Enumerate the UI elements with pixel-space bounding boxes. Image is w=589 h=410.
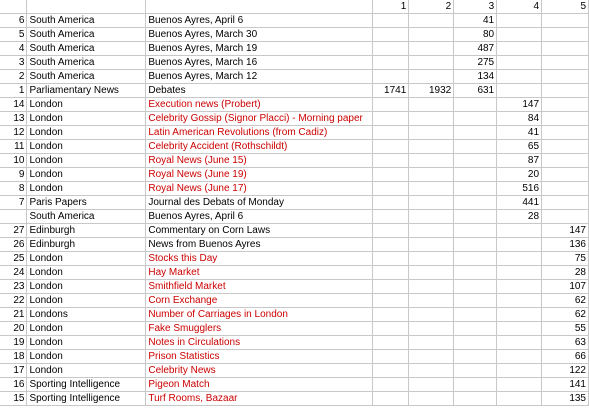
col-4-cell[interactable] — [497, 294, 542, 308]
col-3-cell[interactable] — [454, 392, 497, 406]
col-1-cell[interactable] — [373, 308, 409, 322]
table-row — [0, 210, 589, 224]
header-cell[interactable]: 3 — [454, 0, 497, 14]
id-cell[interactable]: 3 — [0, 56, 27, 70]
header-cell[interactable] — [146, 0, 373, 14]
col-5-cell[interactable] — [542, 210, 589, 224]
col-4-cell[interactable] — [497, 378, 542, 392]
table-row — [0, 280, 589, 294]
col-2-cell[interactable] — [409, 392, 454, 406]
source-cell[interactable]: Edinburgh — [27, 238, 146, 252]
source-cell[interactable]: South America — [27, 70, 146, 84]
col-5-cell[interactable] — [542, 14, 589, 28]
col-5-cell[interactable] — [542, 126, 589, 140]
col-1-cell[interactable] — [373, 266, 409, 280]
col-5-cell[interactable]: 122 — [542, 364, 589, 378]
id-cell[interactable]: 5 — [0, 28, 27, 42]
id-cell[interactable]: 8 — [0, 182, 27, 196]
col-2-cell[interactable] — [409, 224, 454, 238]
col-4-cell[interactable]: 87 — [497, 154, 542, 168]
col-3-cell[interactable] — [454, 112, 497, 126]
col-2-cell[interactable] — [409, 322, 454, 336]
source-cell[interactable]: London — [27, 336, 146, 350]
col-4-cell[interactable] — [497, 224, 542, 238]
id-cell[interactable]: 17 — [0, 364, 27, 378]
topic-cell[interactable]: Pigeon Match — [146, 378, 373, 392]
source-cell[interactable]: London — [27, 126, 146, 140]
table-row — [0, 84, 589, 98]
col-5-cell[interactable] — [542, 28, 589, 42]
id-cell[interactable]: 6 — [0, 14, 27, 28]
col-4-cell[interactable] — [497, 350, 542, 364]
topic-cell[interactable]: Hay Market — [146, 266, 373, 280]
col-4-cell[interactable]: 65 — [497, 140, 542, 154]
col-4-cell[interactable] — [497, 28, 542, 42]
col-5-cell[interactable]: 63 — [542, 336, 589, 350]
col-4-cell[interactable] — [497, 70, 542, 84]
topic-cell[interactable]: Notes in Circulations — [146, 336, 373, 350]
topic-cell[interactable]: Celebrity Accident (Rothschildt) — [146, 140, 373, 154]
table-row — [0, 28, 589, 42]
col-5-cell[interactable] — [542, 42, 589, 56]
col-5-cell[interactable]: 147 — [542, 224, 589, 238]
source-cell[interactable]: Londons — [27, 308, 146, 322]
id-cell[interactable]: 2 — [0, 70, 27, 84]
table-row — [0, 336, 589, 350]
col-1-cell[interactable] — [373, 168, 409, 182]
col-5-cell[interactable]: 75 — [542, 252, 589, 266]
topic-cell[interactable]: Stocks this Day — [146, 252, 373, 266]
col-2-cell[interactable] — [409, 294, 454, 308]
id-cell[interactable]: 25 — [0, 252, 27, 266]
col-3-cell[interactable] — [454, 280, 497, 294]
col-2-cell[interactable] — [409, 140, 454, 154]
col-4-cell[interactable] — [497, 336, 542, 350]
topic-cell[interactable]: Royal News (June 17) — [146, 182, 373, 196]
source-cell[interactable]: South America — [27, 210, 146, 224]
table-row — [0, 392, 589, 406]
topic-cell[interactable]: Fake Smugglers — [146, 322, 373, 336]
source-cell[interactable]: Parliamentary News — [27, 84, 146, 98]
col-5-cell[interactable] — [542, 84, 589, 98]
id-cell[interactable]: 23 — [0, 280, 27, 294]
col-1-cell[interactable] — [373, 252, 409, 266]
col-3-cell[interactable] — [454, 140, 497, 154]
col-3-cell[interactable] — [454, 238, 497, 252]
col-4-cell[interactable]: 441 — [497, 196, 542, 210]
col-2-cell[interactable] — [409, 182, 454, 196]
col-5-cell[interactable]: 66 — [542, 350, 589, 364]
col-4-cell[interactable] — [497, 392, 542, 406]
table-row — [0, 196, 589, 210]
col-1-cell[interactable] — [373, 238, 409, 252]
col-4-cell[interactable]: 147 — [497, 98, 542, 112]
topic-cell[interactable]: Celebrity Gossip (Signor Placci) - Morning paper — [146, 112, 373, 126]
col-3-cell[interactable] — [454, 224, 497, 238]
col-4-cell[interactable]: 41 — [497, 126, 542, 140]
col-3-cell[interactable] — [454, 210, 497, 224]
col-1-cell[interactable] — [373, 28, 409, 42]
col-1-cell[interactable] — [373, 126, 409, 140]
id-cell[interactable]: 1 — [0, 84, 27, 98]
col-3-cell[interactable] — [454, 350, 497, 364]
id-cell[interactable]: 16 — [0, 378, 27, 392]
header-cell[interactable]: 4 — [497, 0, 542, 14]
table-row — [0, 378, 589, 392]
col-3-cell[interactable]: 275 — [454, 56, 497, 70]
col-4-cell[interactable] — [497, 56, 542, 70]
source-cell[interactable]: London — [27, 266, 146, 280]
col-4-cell[interactable]: 516 — [497, 182, 542, 196]
col-2-cell[interactable]: 1932 — [409, 84, 454, 98]
source-cell[interactable]: Paris Papers — [27, 196, 146, 210]
col-1-cell[interactable] — [373, 294, 409, 308]
col-2-cell[interactable] — [409, 56, 454, 70]
id-cell[interactable]: 12 — [0, 126, 27, 140]
header-cell[interactable] — [0, 0, 27, 14]
table-row — [0, 364, 589, 378]
col-1-cell[interactable] — [373, 70, 409, 84]
col-4-cell[interactable] — [497, 280, 542, 294]
topic-cell[interactable]: Buenos Ayres, April 6 — [146, 210, 373, 224]
topic-cell[interactable]: Buenos Ayres, March 19 — [146, 42, 373, 56]
topic-cell[interactable]: Corn Exchange — [146, 294, 373, 308]
table-row — [0, 112, 589, 126]
col-4-cell[interactable] — [497, 14, 542, 28]
topic-cell[interactable]: Number of Carriages in London — [146, 308, 373, 322]
col-5-cell[interactable]: 28 — [542, 266, 589, 280]
col-2-cell[interactable] — [409, 14, 454, 28]
topic-cell[interactable]: Smithfield Market — [146, 280, 373, 294]
col-1-cell[interactable] — [373, 112, 409, 126]
table-row — [0, 266, 589, 280]
col-3-cell[interactable] — [454, 98, 497, 112]
col-2-cell[interactable] — [409, 280, 454, 294]
col-5-cell[interactable]: 141 — [542, 378, 589, 392]
col-3-cell[interactable] — [454, 196, 497, 210]
col-4-cell[interactable] — [497, 364, 542, 378]
col-2-cell[interactable] — [409, 98, 454, 112]
table-row — [0, 140, 589, 154]
col-2-cell[interactable] — [409, 42, 454, 56]
col-2-cell[interactable] — [409, 112, 454, 126]
col-4-cell[interactable] — [497, 238, 542, 252]
col-5-cell[interactable] — [542, 112, 589, 126]
table-row — [0, 252, 589, 266]
source-cell[interactable]: South America — [27, 28, 146, 42]
topic-cell[interactable]: Royal News (June 19) — [146, 168, 373, 182]
col-2-cell[interactable] — [409, 364, 454, 378]
col-3-cell[interactable] — [454, 308, 497, 322]
col-5-cell[interactable] — [542, 98, 589, 112]
col-2-cell[interactable] — [409, 350, 454, 364]
col-3-cell[interactable] — [454, 154, 497, 168]
col-2-cell[interactable] — [409, 252, 454, 266]
source-cell[interactable]: London — [27, 168, 146, 182]
col-3-cell[interactable]: 134 — [454, 70, 497, 84]
topic-cell[interactable]: Debates — [146, 84, 373, 98]
table-row — [0, 308, 589, 322]
source-cell[interactable]: London — [27, 252, 146, 266]
topic-cell[interactable]: Journal des Debats of Monday — [146, 196, 373, 210]
table-row — [0, 154, 589, 168]
table-row — [0, 42, 589, 56]
col-3-cell[interactable] — [454, 294, 497, 308]
id-cell[interactable]: 9 — [0, 168, 27, 182]
col-3-cell[interactable] — [454, 126, 497, 140]
table-row — [0, 238, 589, 252]
topic-cell[interactable]: Execution news (Probert) — [146, 98, 373, 112]
source-cell[interactable]: London — [27, 294, 146, 308]
col-3-cell[interactable]: 631 — [454, 84, 497, 98]
col-5-cell[interactable]: 107 — [542, 280, 589, 294]
col-3-cell[interactable] — [454, 322, 497, 336]
col-1-cell[interactable] — [373, 98, 409, 112]
col-1-cell[interactable] — [373, 322, 409, 336]
id-cell[interactable]: 11 — [0, 140, 27, 154]
col-1-cell[interactable] — [373, 350, 409, 364]
table-row — [0, 350, 589, 364]
col-4-cell[interactable] — [497, 42, 542, 56]
col-5-cell[interactable]: 62 — [542, 294, 589, 308]
col-3-cell[interactable] — [454, 336, 497, 350]
col-3-cell[interactable] — [454, 168, 497, 182]
col-4-cell[interactable] — [497, 308, 542, 322]
topic-cell[interactable]: Royal News (June 15) — [146, 154, 373, 168]
col-5-cell[interactable] — [542, 182, 589, 196]
col-1-cell[interactable] — [373, 196, 409, 210]
source-cell[interactable]: London — [27, 154, 146, 168]
col-3-cell[interactable] — [454, 266, 497, 280]
col-1-cell[interactable] — [373, 336, 409, 350]
col-2-cell[interactable] — [409, 308, 454, 322]
source-cell[interactable]: London — [27, 364, 146, 378]
topic-cell[interactable]: Turf Rooms, Bazaar — [146, 392, 373, 406]
topic-cell[interactable]: Buenos Ayres, March 30 — [146, 28, 373, 42]
source-cell[interactable]: London — [27, 140, 146, 154]
col-2-cell[interactable] — [409, 28, 454, 42]
id-cell[interactable]: 22 — [0, 294, 27, 308]
topic-cell[interactable]: Latin American Revolutions (from Cadiz) — [146, 126, 373, 140]
header-row — [0, 0, 589, 14]
col-1-cell[interactable] — [373, 280, 409, 294]
col-4-cell[interactable] — [497, 252, 542, 266]
source-cell[interactable]: London — [27, 322, 146, 336]
col-5-cell[interactable] — [542, 70, 589, 84]
col-2-cell[interactable] — [409, 154, 454, 168]
col-3-cell[interactable] — [454, 182, 497, 196]
col-2-cell[interactable] — [409, 210, 454, 224]
header-cell[interactable]: 2 — [409, 0, 454, 14]
col-3-cell[interactable]: 487 — [454, 42, 497, 56]
col-5-cell[interactable] — [542, 168, 589, 182]
col-5-cell[interactable]: 62 — [542, 308, 589, 322]
col-3-cell[interactable] — [454, 252, 497, 266]
source-cell[interactable]: South America — [27, 42, 146, 56]
col-1-cell[interactable] — [373, 364, 409, 378]
col-2-cell[interactable] — [409, 168, 454, 182]
col-4-cell[interactable] — [497, 322, 542, 336]
id-cell[interactable]: 20 — [0, 322, 27, 336]
header-cell[interactable]: 1 — [373, 0, 409, 14]
source-cell[interactable]: South America — [27, 56, 146, 70]
table-row — [0, 70, 589, 84]
col-1-cell[interactable] — [373, 224, 409, 238]
col-2-cell[interactable] — [409, 238, 454, 252]
header-cell[interactable] — [27, 0, 146, 14]
topic-cell[interactable]: Prison Statistics — [146, 350, 373, 364]
col-5-cell[interactable] — [542, 154, 589, 168]
col-3-cell[interactable] — [454, 378, 497, 392]
table-row — [0, 182, 589, 196]
col-5-cell[interactable]: 135 — [542, 392, 589, 406]
col-5-cell[interactable] — [542, 196, 589, 210]
col-2-cell[interactable] — [409, 266, 454, 280]
table-row — [0, 14, 589, 28]
col-1-cell[interactable] — [373, 182, 409, 196]
col-5-cell[interactable] — [542, 140, 589, 154]
col-2-cell[interactable] — [409, 378, 454, 392]
topic-cell[interactable]: Celebrity News — [146, 364, 373, 378]
source-cell[interactable]: London — [27, 280, 146, 294]
source-cell[interactable]: Sporting Intelligence — [27, 392, 146, 406]
topic-cell[interactable]: Buenos Ayres, March 12 — [146, 70, 373, 84]
col-5-cell[interactable]: 136 — [542, 238, 589, 252]
col-2-cell[interactable] — [409, 70, 454, 84]
id-cell[interactable]: 15 — [0, 392, 27, 406]
topic-cell[interactable]: News from Buenos Ayres — [146, 238, 373, 252]
id-cell[interactable]: 13 — [0, 112, 27, 126]
id-cell[interactable]: 26 — [0, 238, 27, 252]
col-5-cell[interactable] — [542, 56, 589, 70]
source-cell[interactable]: Edinburgh — [27, 224, 146, 238]
header-cell[interactable]: 5 — [542, 0, 589, 14]
col-1-cell[interactable] — [373, 56, 409, 70]
source-cell[interactable]: South America — [27, 14, 146, 28]
id-cell[interactable]: 21 — [0, 308, 27, 322]
col-4-cell[interactable] — [497, 266, 542, 280]
table-row — [0, 224, 589, 238]
col-3-cell[interactable] — [454, 364, 497, 378]
topic-cell[interactable]: Buenos Ayres, March 16 — [146, 56, 373, 70]
id-cell[interactable]: 14 — [0, 98, 27, 112]
topic-cell[interactable]: Buenos Ayres, April 6 — [146, 14, 373, 28]
col-1-cell[interactable] — [373, 210, 409, 224]
id-cell[interactable]: 4 — [0, 42, 27, 56]
id-cell[interactable]: 27 — [0, 224, 27, 238]
source-cell[interactable]: Sporting Intelligence — [27, 378, 146, 392]
source-cell[interactable]: London — [27, 112, 146, 126]
id-cell[interactable] — [0, 210, 27, 224]
col-2-cell[interactable] — [409, 196, 454, 210]
id-cell[interactable]: 18 — [0, 350, 27, 364]
table-row — [0, 168, 589, 182]
col-3-cell[interactable]: 41 — [454, 14, 497, 28]
col-1-cell[interactable] — [373, 154, 409, 168]
table-row — [0, 56, 589, 70]
source-cell[interactable]: London — [27, 98, 146, 112]
id-cell[interactable]: 24 — [0, 266, 27, 280]
col-4-cell[interactable]: 28 — [497, 210, 542, 224]
id-cell[interactable]: 10 — [0, 154, 27, 168]
col-4-cell[interactable]: 20 — [497, 168, 542, 182]
source-cell[interactable]: London — [27, 182, 146, 196]
id-cell[interactable]: 19 — [0, 336, 27, 350]
col-3-cell[interactable]: 80 — [454, 28, 497, 42]
col-5-cell[interactable]: 55 — [542, 322, 589, 336]
col-1-cell[interactable] — [373, 392, 409, 406]
table-row — [0, 294, 589, 308]
col-1-cell[interactable] — [373, 140, 409, 154]
col-1-cell[interactable] — [373, 14, 409, 28]
table-row — [0, 98, 589, 112]
table-row — [0, 126, 589, 140]
col-2-cell[interactable] — [409, 336, 454, 350]
col-4-cell[interactable]: 84 — [497, 112, 542, 126]
source-cell[interactable]: London — [27, 350, 146, 364]
col-1-cell[interactable] — [373, 378, 409, 392]
col-1-cell[interactable]: 1741 — [373, 84, 409, 98]
col-4-cell[interactable] — [497, 84, 542, 98]
col-1-cell[interactable] — [373, 42, 409, 56]
col-2-cell[interactable] — [409, 126, 454, 140]
id-cell[interactable]: 7 — [0, 196, 27, 210]
topic-cell[interactable]: Commentary on Corn Laws — [146, 224, 373, 238]
table-row — [0, 322, 589, 336]
